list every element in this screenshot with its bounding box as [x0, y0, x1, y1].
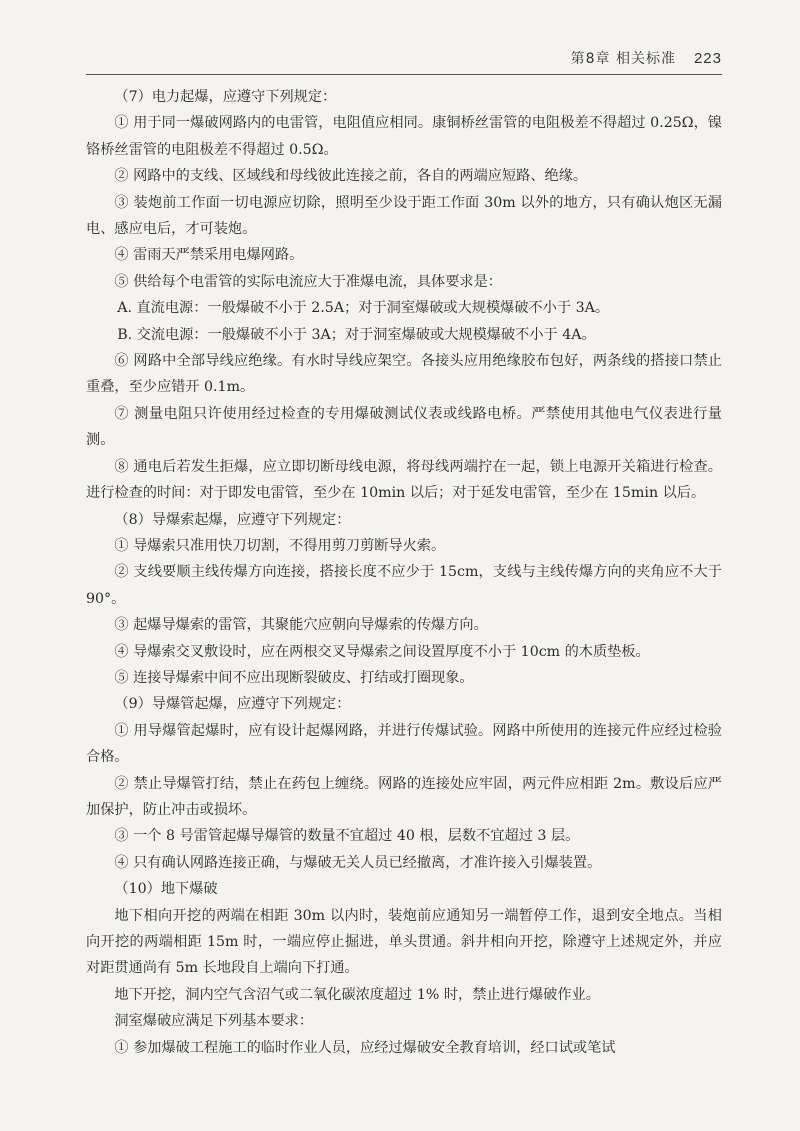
paragraph: ③ 装炮前工作面一切电源应切除，照明至少设于距工作面 30m 以外的地方，只有确认炮区无漏电、感应电后，才可装炮。	[86, 194, 722, 238]
paragraph: ① 用导爆管起爆时，应有设计起爆网路，并进行传爆试验。网路中所使用的连接元件应经过检验合格。	[86, 722, 722, 766]
paragraph: ③ 起爆导爆索的雷管，其聚能穴应朝向导爆索的传爆方向。	[114, 617, 488, 634]
paragraph: B. 交流电源：一般爆破不小于 3A；对于洞室爆破或大规模爆破不小于 4A。	[117, 326, 596, 343]
paragraph: ② 支线要顺主线传爆方向连接，搭接长度不应少于 15cm，支线与主线传爆方向的夹角应不大于 90°。	[86, 564, 722, 607]
section-heading-9: （9）导爆管起爆，应遵守下列规定：	[114, 696, 351, 713]
paragraph: ④ 导爆索交叉敷设时，应在两根交叉导爆索之间设置厚度不小于 10cm 的木质垫板。	[114, 643, 650, 660]
paragraph: ⑥ 网路中全部导线应绝缘。有水时导线应架空。各接头应用绝缘胶布包好，两条线的搭接口禁止重叠，至少应错开 0.1m。	[86, 353, 722, 396]
page-number: 223	[693, 50, 722, 67]
body-text	[86, 84, 722, 1061]
paragraph: A. 直流电源：一般爆破不小于 2.5A；对于洞室爆破或大规模爆破不小于 3A。	[117, 300, 610, 317]
paragraph: ④ 只有确认网路连接正确，与爆破无关人员已经撤离，才准许接入引爆装置。	[114, 854, 602, 871]
paragraph: ⑦ 测量电阻只许使用经过检查的专用爆破测试仪表或线路电桥。严禁使用其他电气仪表进行量测。	[86, 405, 722, 449]
paragraph: 洞室爆破应满足下列基本要求：	[114, 1013, 314, 1030]
page-header	[86, 38, 722, 75]
paragraph: ⑧ 通电后若发生拒爆，应立即切断母线电源，将母线两端拧在一起，锁上电源开关箱进行检查。进行检查的时间：对于即发电雷管，至少在 10min 以后；对于延发电雷管，至少在 15min 以后。	[86, 458, 722, 502]
paragraph: ① 导爆索只准用快刀切割，不得用剪刀剪断导火索。	[114, 537, 446, 554]
section-heading-7: （7）电力起爆，应遵守下列规定：	[114, 89, 337, 105]
paragraph: ③ 一个 8 号雷管起爆导爆管的数量不宜超过 40 根，层数不宜超过 3 层。	[114, 828, 580, 845]
paragraph: ① 参加爆破工程施工的临时作业人员，应经过爆破安全教育培训，经口试或笔试	[114, 1039, 616, 1056]
paragraph: ② 网路中的支线、区域线和母线彼此连接之前，各自的两端应短路、绝缘。	[114, 168, 588, 185]
running-head	[571, 48, 722, 68]
paragraph: ④ 雷雨天严禁采用电爆网路。	[114, 247, 304, 264]
section-heading-8: （8）导爆索起爆，应遵守下列规定：	[114, 511, 351, 528]
paragraph: ② 禁止导爆管打结，禁止在药包上缠绕。网路的连接处应牢固，两元件应相距 2m。敷设后应严加保护，防止冲击或损坏。	[86, 775, 722, 818]
paragraph: 地下相向开挖的两端在相距 30m 以内时，装炮前应通知另一端暂停工作，退到安全地点。当相向开挖的两端相距 15m 时，一端应停止掘进，单头贯通。斜井相向开挖，除遵守上述规定外，并应对距贯通尚有 5m 长地段自上端向下打通。	[86, 907, 722, 977]
paragraph: ⑤ 连接导爆索中间不应出现断裂破皮、打结或打圈现象。	[114, 669, 474, 686]
paragraph: ⑤ 供给每个电雷管的实际电流应大于准爆电流，具体要求是：	[114, 273, 502, 290]
paragraph: 地下开挖，洞内空气含沼气或二氧化碳浓度超过 1% 时，禁止进行爆破作业。	[114, 986, 600, 1003]
section-heading-10: （10）地下爆破	[114, 881, 218, 898]
chapter-title: 第8章 相关标准	[570, 51, 676, 67]
paragraph: ① 用于同一爆破网路内的电雷管，电阻值应相同。康铜桥丝雷管的电阻极差不得超过 0.25Ω，镍铬桥丝雷管的电阻极差不得超过 0.5Ω。	[86, 115, 722, 158]
